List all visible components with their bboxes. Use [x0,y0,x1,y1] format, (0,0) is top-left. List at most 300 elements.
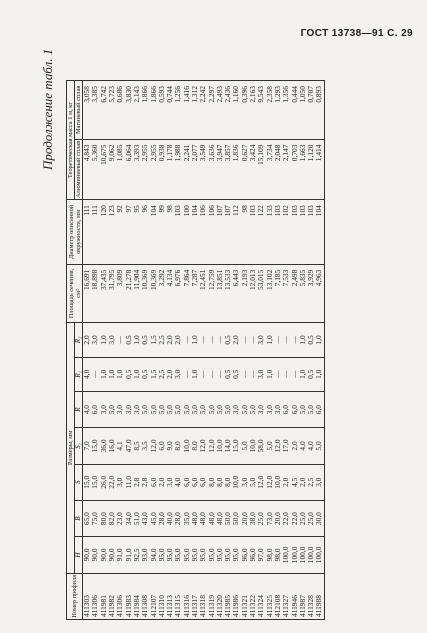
table-cell: 6,0 [149,464,157,500]
table-row [274,81,282,620]
table-row [124,81,132,620]
table-row [266,81,274,620]
table-cell: — [183,357,191,391]
table-cell: 6,0 [282,391,290,427]
table-cell: 5,0 [307,391,315,427]
table-cell: 411983 [124,573,132,619]
table-cell: 1,0 [191,357,199,391]
table-head [67,81,83,620]
table-cell: 5,360 [91,139,99,200]
table-row [149,81,157,620]
table-cell: 20,0 [274,500,282,536]
table-cell: 122 [257,200,265,265]
table-cell: 95,0 [224,537,232,573]
table-cell: 2,0 [158,464,166,500]
table-cell: 6,742 [100,81,108,140]
table-cell: 95 [133,200,141,265]
table-cell: 8,0 [224,464,232,500]
table-cell: 2,143 [133,81,141,140]
table-cell: 3,0 [100,391,108,427]
table-cell: 5,0 [166,391,174,427]
table-cell: 0,938 [158,139,166,200]
table-cell: 1,5 [149,323,157,357]
table-row [183,81,191,620]
table-cell: 3,0 [91,323,99,357]
table-cell: 5,0 [224,391,232,427]
table-cell: 411946 [290,573,298,619]
table-cell: 3,857 [224,139,232,200]
table-cell: 411981 [100,573,108,619]
col-al-header: Алюминиевый сплав [75,140,82,198]
table-cell: 10,0 [216,428,224,464]
table-cell: 26,0 [100,464,108,500]
table-cell: 6,0 [290,391,298,427]
table-cell: 50,0 [232,500,240,536]
table-cell: 103 [299,200,307,265]
table-cell: 5,0 [183,391,191,427]
table-cell: 412108 [274,573,282,619]
table-row [108,81,116,620]
table-cell: 411984 [133,573,141,619]
table-cell: 0,5 [307,323,315,357]
table-cell: 0,444 [290,81,298,140]
table-cell: 100,0 [315,537,324,573]
table-cell: 7,0 [83,428,92,464]
table-cell: 411313 [166,573,174,619]
table-cell: 10,0 [249,428,257,464]
table-cell: 92 [116,200,124,265]
table-cell: 1,0 [315,357,324,391]
table-cell: — [290,323,298,357]
table-cell: 22,0 [282,500,290,536]
table-cell: 0,5 [141,357,149,391]
table-cell: 411306 [116,573,124,619]
table-cell: 100,0 [290,537,298,573]
table-cell: 6,443 [232,264,240,323]
table-cell: — [216,323,224,357]
table-row [158,81,166,620]
table-cell: 8,5 [133,428,141,464]
table-cell: 10,675 [100,139,108,200]
table-row [191,81,199,620]
table-cell: 2,0 [282,464,290,500]
table-cell: 3,0 [232,391,240,427]
table-cell: 6,976 [174,264,182,323]
table-cell: 1,866 [141,81,149,140]
page-header: ГОСТ 13738—91 С. 29 [300,28,413,39]
table-cell: 111 [83,200,92,265]
table-cell: 10,0 [232,464,240,500]
table-cell: 2,0 [290,428,298,464]
table-cell: 18,898 [91,264,99,323]
table-cell: 3,0 [174,357,182,391]
table-cell: 1,160 [232,81,240,140]
table-cell: 10,369 [149,264,157,323]
table-cell: 90,0 [108,537,116,573]
table-cell: 1,178 [166,139,174,200]
continuation-title: Продолжение табл. 1 [40,48,55,170]
table-row [299,81,307,620]
table-cell: 97 [124,200,132,265]
table-cell: 12,0 [274,428,282,464]
table-cell: 11,904 [133,264,141,323]
table-cell: 1,0 [299,323,307,357]
table-cell: 3,734 [266,139,274,200]
table-cell: 1,0 [191,323,199,357]
table-cell: 3,385 [91,81,99,140]
table-cell: 11,0 [124,464,132,500]
table-cell: 90,0 [91,537,99,573]
table-cell: 50,0 [224,500,232,536]
table-cell: 21,278 [124,264,132,323]
table-cell: 103 [174,200,182,265]
table-cell: 7,185 [274,264,282,323]
table-cell: 6,0 [183,464,191,500]
table-cell: 412107 [149,573,157,619]
table-cell: 2,0 [83,323,92,357]
table-row [257,81,265,620]
table-cell: 0,893 [315,81,324,140]
table-cell: 1,0 [133,323,141,357]
table-cell: — [116,323,124,357]
col-b-header: B [75,500,83,536]
table-cell: 106 [199,200,207,265]
table-cell: 94,0 [149,537,157,573]
table-cell: 15,109 [257,139,265,200]
col-area-header: Площадь сечения, см² [67,264,83,323]
table-cell: 12,0 [149,428,157,464]
table-cell: 0,5 [124,357,132,391]
table-cell: 1,663 [299,139,307,200]
table-cell: 9,543 [257,81,265,140]
table-cell: 12,013 [249,264,257,323]
table-cell: — [199,323,207,357]
table-cell: 5,723 [108,81,116,140]
table-row [207,81,215,620]
table-cell: 411306 [91,573,99,619]
table-cell: 411315 [174,573,182,619]
table-cell: — [207,323,215,357]
table-cell: 13,851 [216,264,224,323]
table-cell: 1,0 [100,323,108,357]
table-cell: 5,0 [216,391,224,427]
table-cell: 3,0 [108,323,116,357]
mass-group-header: Теоретическая масса 1 м, кг [67,81,75,200]
table-cell: 3,0 [241,464,249,500]
table-cell: 3,0 [257,357,265,391]
table-cell: 37,435 [100,264,108,323]
table-cell: 12,759 [207,264,215,323]
table-cell: — [199,357,207,391]
table-cell: 4,0 [174,464,182,500]
table-cell: — [241,357,249,391]
table-cell: 0,593 [158,81,166,140]
table-cell: 8,0 [191,428,199,464]
table-cell: 96,0 [249,537,257,573]
table-cell: 12,0 [199,428,207,464]
table-cell: 22,0 [108,464,116,500]
table-cell: 1,085 [116,139,124,200]
table-cell: — [274,323,282,357]
table-cell: 7,864 [183,264,191,323]
table-cell: 2,0 [299,464,307,500]
table-cell: 3,947 [216,139,224,200]
table-cell: 112 [232,200,240,265]
table-cell: 95,0 [174,537,182,573]
table-row [83,81,92,620]
table-cell: 5,0 [207,391,215,427]
table-cell: — [249,357,257,391]
table-cell: 104 [191,200,199,265]
table-cell: 123 [108,200,116,265]
table-cell: 2,5 [307,464,315,500]
table-cell: 103 [290,200,298,265]
table-cell: 2,8 [141,464,149,500]
table-cell: 1,312 [191,81,199,140]
table-cell: 104 [149,200,157,265]
table-cell: 48,0 [216,500,224,536]
table-cell: 107 [224,200,232,265]
table-cell: 4,963 [315,264,324,323]
table-cell: 25,0 [299,500,307,536]
table-cell: 100,0 [299,537,307,573]
table-cell: 93,0 [141,537,149,573]
table-cell: 3,0 [257,391,265,427]
table-cell: 95,0 [166,537,174,573]
table-cell: 10,0 [183,428,191,464]
table-cell: 5,0 [149,391,157,427]
table-cell: 5,0 [315,428,324,464]
table-cell: 16,691 [83,264,92,323]
table-cell: 2,8 [133,464,141,500]
table-cell: 99 [158,200,166,265]
col-diameter-header: Диаметр описанной окружности, мм [67,200,83,265]
table-cell: 3,0 [133,391,141,427]
table-cell: 4,5 [290,464,298,500]
table-cell: 45,0 [149,500,157,536]
table-cell: 411328 [307,573,315,619]
table-cell: 15,0 [232,428,240,464]
table-cell: 3,549 [199,139,207,200]
table-cell: 0,686 [116,81,124,140]
table-cell: 0,5 [224,323,232,357]
table-row [100,81,108,620]
table-cell: 2,955 [141,139,149,200]
table-cell: 4,0 [299,428,307,464]
table-cell: 8,0 [207,464,215,500]
table-cell: 111 [91,200,99,265]
table-cell: 28,0 [174,500,182,536]
table-row [282,81,290,620]
table-cell: 6,0 [315,391,324,427]
table-cell: 411985 [224,573,232,619]
table-cell: 411317 [191,573,199,619]
table-cell: — [207,357,215,391]
table-cell: 13,533 [224,264,232,323]
table-cell: 4,0 [83,391,92,427]
col-profile-header: Номер профиля [67,573,83,619]
table-row [232,81,240,620]
col-mg-header: Магниевый сплав [75,81,83,140]
table-cell: 15,0 [91,464,99,500]
table-cell: 3,0 [257,323,265,357]
table-cell: 38,0 [249,500,257,536]
table-cell: 5,0 [199,391,207,427]
table-cell: 3,0 [166,464,174,500]
table-cell: 95,0 [232,537,240,573]
table-cell: 7,533 [282,264,290,323]
table-cell: 36,0 [100,428,108,464]
table-cell: 96 [141,200,149,265]
table-cell: 102 [282,200,290,265]
table-cell: 3,0 [124,391,132,427]
table-cell: 0,703 [290,139,298,200]
table-cell: 30,0 [315,500,324,536]
table-cell: 15,0 [83,464,92,500]
table-cell: 98,0 [274,537,282,573]
table-cell: 90,0 [83,537,92,573]
table-cell: 91,0 [124,537,132,573]
table-cell: 2,077 [191,139,199,200]
table-cell: 4,843 [83,139,92,200]
table-cell: 47,0 [124,428,132,464]
table-cell: 2,358 [266,81,274,140]
table-cell: 95,0 [199,537,207,573]
table-cell: 100,0 [282,537,290,573]
table-row [141,81,149,620]
table-cell: 48,0 [191,500,199,536]
table-cell: 5,0 [141,391,149,427]
table-row [290,81,298,620]
table-cell: 12,0 [257,464,265,500]
table-cell: 104 [315,200,324,265]
table-row [199,81,207,620]
table-cell: 4,134 [166,264,174,323]
table-cell: 31,795 [108,264,116,323]
table-cell: 2,0 [174,323,182,357]
table-cell: 0,5 [307,357,315,391]
table-cell: 3,424 [249,139,257,200]
col-h-header: H [75,537,83,573]
table-cell: 103 [307,200,315,265]
table-cell: 82,0 [108,500,116,536]
table-cell: 23,0 [116,500,124,536]
table-cell: 95,0 [183,537,191,573]
table-cell: 9,0 [166,428,174,464]
table-cell: 5,0 [241,391,249,427]
table-cell: 411322 [249,573,257,619]
table-cell: 1,988 [174,139,182,200]
table-cell: 97,0 [257,537,265,573]
table-cell: 90,0 [100,537,108,573]
table-cell: 58,0 [257,428,265,464]
table-cell: 2,498 [290,264,298,323]
table-cell: 5,0 [191,391,199,427]
table-cell: 0,396 [241,81,249,140]
table-cell: 2,297 [207,81,215,140]
table-cell: 2,493 [216,81,224,140]
table-cell: 1,836 [232,139,240,200]
table-row [315,81,324,620]
table-cell: — [249,323,257,357]
table-cell: 3,830 [124,81,132,140]
table-cell: 48,0 [207,500,215,536]
table-cell: 3,929 [307,264,315,323]
table-cell: — [241,323,249,357]
table-cell: 3,393 [133,139,141,200]
table-cell: 5,835 [299,264,307,323]
table-cell: 8,0 [174,428,182,464]
table-cell: — [290,357,298,391]
table-cell: 6,064 [124,139,132,200]
table-cell: 53,015 [257,264,265,323]
table-cell: 16,0 [108,428,116,464]
table-cell: 2,163 [249,81,257,140]
table-cell: 14,0 [224,428,232,464]
table-cell: 1,293 [274,81,282,140]
col-s1-header: S₁ [75,428,83,464]
table-cell: 5,0 [249,391,257,427]
table-cell: 95,0 [207,537,215,573]
table-cell: 12,451 [199,264,207,323]
table-row [224,81,232,620]
table-cell: 7,287 [191,264,199,323]
table-cell: 2,242 [199,81,207,140]
table-cell: 25,0 [307,500,315,536]
table-cell: 51,0 [133,500,141,536]
table-cell: 6,0 [158,428,166,464]
table-cell: 2,436 [224,81,232,140]
table-cell: 17,0 [282,428,290,464]
table-cell: 411982 [108,573,116,619]
table-cell: 95,0 [216,537,224,573]
table-cell: 5,0 [158,391,166,427]
table-cell: 1,050 [299,81,307,140]
table-cell: 2,0 [166,323,174,357]
table-cell: 2,147 [282,139,290,200]
table-cell: 3,636 [207,139,215,200]
table-cell: 75,0 [91,500,99,536]
table-cell: 2,5 [158,323,166,357]
table-row [116,81,124,620]
table-cell: — [91,357,99,391]
table-cell: 2,955 [149,139,157,200]
table-cell: 5,0 [266,428,274,464]
table-cell: 1,0 [299,357,307,391]
table-cell: 3,0 [266,391,274,427]
rotated-table-page [22,48,382,620]
table-cell: 411319 [207,573,215,619]
table-cell: 9,062 [108,139,116,200]
table-cell: 2,048 [274,139,282,200]
table-cell: 1,356 [282,81,290,140]
table-cell: 40,0 [166,500,174,536]
table-cell: 3,292 [158,264,166,323]
table-cell: 411321 [241,573,249,619]
table-cell: 0,5 [124,323,132,357]
table-cell: 3,0 [274,391,282,427]
col-r2-header: R₂ [75,323,83,357]
table-cell: 411987 [299,573,307,619]
table-row [166,81,174,620]
table-cell: 2,241 [183,139,191,200]
table-cell: 2,5 [158,357,166,391]
table-cell: 2,0 [166,357,174,391]
table-cell: 12,0 [207,428,215,464]
table-cell: 13,102 [266,264,274,323]
table-cell: 100,0 [307,537,315,573]
table-cell: 12,0 [266,464,274,500]
